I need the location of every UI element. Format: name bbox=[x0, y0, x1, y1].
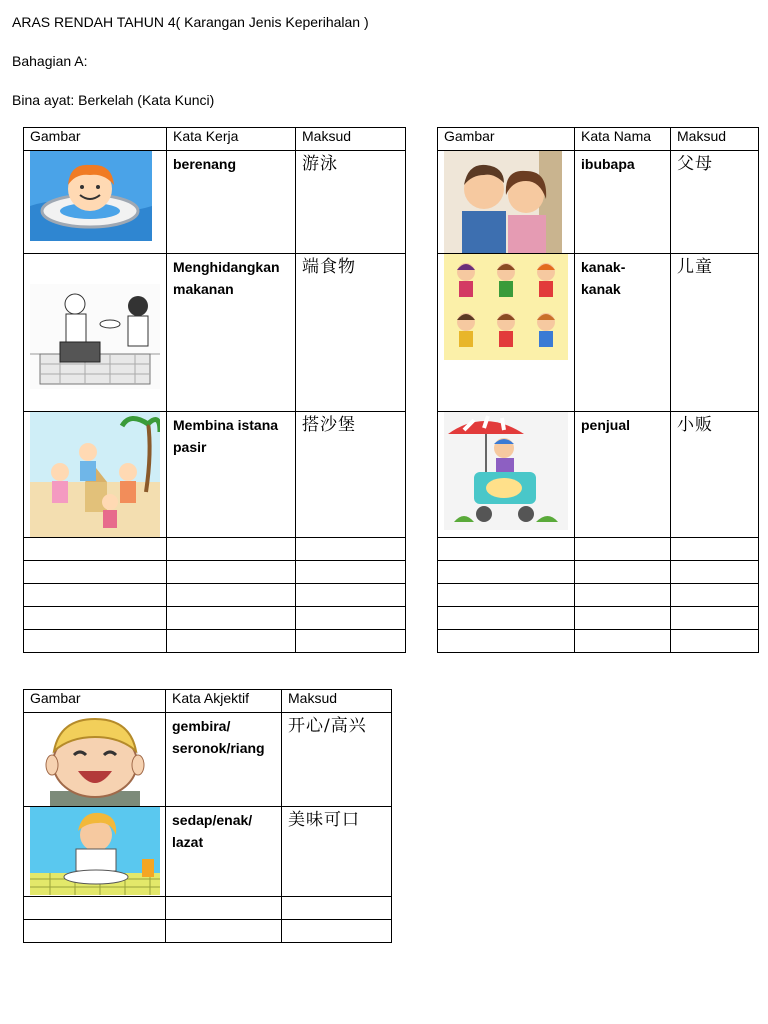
header-kata-kerja: Kata Kerja bbox=[167, 128, 296, 151]
meaning-cell: 美味可口 bbox=[282, 807, 392, 897]
word-cell: Menghidangkan makanan bbox=[167, 254, 296, 412]
meaning-cell: 搭沙堡 bbox=[296, 412, 406, 538]
image-cell bbox=[24, 151, 167, 254]
image-cell bbox=[24, 713, 166, 807]
girl-eating-illustration bbox=[30, 807, 160, 895]
table-row bbox=[438, 151, 759, 254]
table-row bbox=[24, 538, 406, 561]
table-row bbox=[24, 713, 392, 807]
word-cell: kanak-kanak bbox=[575, 254, 671, 412]
word-cell: gembira/ seronok/riang bbox=[166, 713, 282, 807]
header-kata-nama: Kata Nama bbox=[575, 128, 671, 151]
boy-swimming-illustration bbox=[30, 151, 152, 241]
nouns-table bbox=[437, 127, 759, 653]
table-row bbox=[24, 920, 392, 943]
table-row bbox=[438, 254, 759, 412]
meaning-cell: 小贩 bbox=[671, 412, 759, 538]
header-kata-akjektif: Kata Akjektif bbox=[166, 690, 282, 713]
image-cell bbox=[24, 254, 167, 412]
meaning-cell: 游泳 bbox=[296, 151, 406, 254]
happy-boy-illustration bbox=[30, 713, 160, 807]
header-gambar: Gambar bbox=[24, 690, 166, 713]
table-row bbox=[438, 607, 759, 630]
image-cell bbox=[24, 807, 166, 897]
table-row bbox=[24, 607, 406, 630]
header-maksud: Maksud bbox=[282, 690, 392, 713]
table-row bbox=[24, 412, 406, 538]
meaning-cell: 端食物 bbox=[296, 254, 406, 412]
table-row bbox=[438, 630, 759, 653]
image-cell bbox=[438, 254, 575, 412]
word-cell: sedap/enak/ lazat bbox=[166, 807, 282, 897]
table-row bbox=[24, 897, 392, 920]
table-row bbox=[438, 538, 759, 561]
parents-illustration bbox=[444, 151, 562, 253]
word-cell: ibubapa bbox=[575, 151, 671, 254]
family-picnic-sketch bbox=[30, 284, 160, 389]
header-maksud: Maksud bbox=[296, 128, 406, 151]
table-row bbox=[24, 630, 406, 653]
table-row bbox=[24, 151, 406, 254]
table-row bbox=[438, 561, 759, 584]
table-row bbox=[438, 412, 759, 538]
image-cell bbox=[438, 412, 575, 538]
kids-building-sandcastle-illustration bbox=[30, 412, 160, 537]
table-row bbox=[24, 584, 406, 607]
table-row bbox=[24, 254, 406, 412]
image-cell bbox=[24, 412, 167, 538]
instruction-text: Bina ayat: Berkelah (Kata Kunci) bbox=[12, 92, 215, 108]
table-row bbox=[438, 584, 759, 607]
word-cell: Membina istana pasir bbox=[167, 412, 296, 538]
word-cell: berenang bbox=[167, 151, 296, 254]
meaning-cell: 开心/高兴 bbox=[282, 713, 392, 807]
meaning-cell: 父母 bbox=[671, 151, 759, 254]
header-maksud: Maksud bbox=[671, 128, 759, 151]
ice-cream-vendor-illustration bbox=[444, 412, 568, 530]
word-cell: penjual bbox=[575, 412, 671, 538]
table-row bbox=[24, 561, 406, 584]
adjectives-table bbox=[23, 689, 392, 943]
table-row bbox=[24, 807, 392, 897]
page-title: ARAS RENDAH TAHUN 4( Karangan Jenis Keperihalan ) bbox=[12, 14, 369, 30]
meaning-cell: 儿童 bbox=[671, 254, 759, 412]
verbs-table bbox=[23, 127, 406, 653]
section-label: Bahagian A: bbox=[12, 53, 88, 69]
header-gambar: Gambar bbox=[24, 128, 167, 151]
children-group-illustration bbox=[444, 254, 568, 360]
header-gambar: Gambar bbox=[438, 128, 575, 151]
image-cell bbox=[438, 151, 575, 254]
